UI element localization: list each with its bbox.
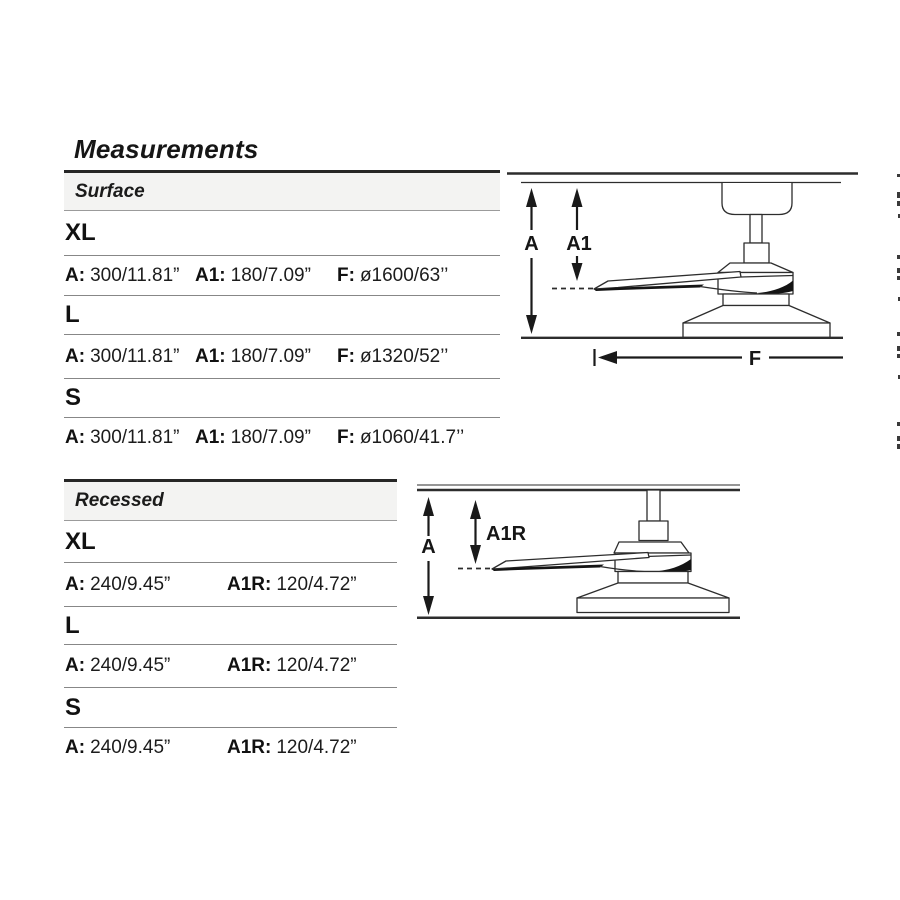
size-row-xl [64,211,500,256]
diffuser-rim [577,598,729,613]
dim-value: 120/4.72” [276,737,357,758]
diffuser-cone [683,306,830,324]
size-label: S [65,693,82,721]
dim-label: A: [65,426,86,448]
dim-label: F: [337,426,355,448]
dimension-cell [65,574,170,596]
size-label: XL [65,527,96,555]
dim-label: A1R: [227,737,272,758]
section-header-recessed [64,482,397,521]
diffuser-rim [683,323,830,338]
size-row-l [64,607,397,645]
arrowhead-down [572,263,583,281]
arrowhead-up [526,188,537,207]
dimension-cell [65,737,170,759]
dim-label: A1: [195,426,226,448]
dim-label: A1R: [227,655,272,676]
downrod [750,215,762,244]
diffuser-cone [577,583,729,598]
motor-top [718,263,793,273]
surface-table [64,170,500,457]
size-label: S [65,384,82,411]
dim-label-a1: A1 [566,233,592,255]
downrod [647,490,660,521]
dimension-cell [227,655,357,677]
dimension-cell [65,346,180,368]
data-row-l [64,645,397,688]
arrowhead-up [572,188,583,207]
dim-value: 300/11.81” [90,426,180,448]
dim-label: A: [65,573,86,595]
dim-value: 180/7.09” [230,426,311,448]
recessed-table [64,479,397,768]
dim-label: A: [65,655,86,676]
section-header-surface [64,173,500,211]
size-row-s [64,688,397,728]
dimension-cell [337,265,448,287]
arrowhead-left [598,351,617,364]
dim-label-a1r: A1R [486,523,527,545]
rod-coupler [744,243,769,263]
dim-label: A1: [195,264,226,286]
data-row-s [64,728,397,768]
dim-value: 180/7.09” [230,264,311,286]
dim-label: A: [65,264,86,286]
lower-band [618,572,688,584]
arrowhead-down [470,545,481,564]
dim-value: ø1060/41.7’’ [359,426,465,448]
dim-label-f: F [748,348,762,370]
dimension-cell [337,346,448,368]
dim-value: 120/4.72” [276,573,357,595]
surface-mount-diagram [505,168,860,373]
rod-coupler [639,521,668,541]
size-label: L [65,301,80,328]
dimension-cell [65,655,170,677]
dim-label: A1: [195,345,226,367]
dimension-cell [195,346,311,368]
dimension-cell [195,427,311,449]
size-label: L [65,611,80,639]
dim-label: F: [337,264,355,286]
data-row-s [64,418,500,457]
dim-label: A: [65,345,86,367]
recessed-mount-diagram [415,480,745,625]
dim-label: A: [65,737,86,758]
dimension-cell [337,427,464,449]
size-row-xl [64,521,397,563]
motor-top [614,542,689,553]
dimension-cell [227,574,357,596]
dim-label: F: [337,345,355,367]
page-title: Measurements [74,134,259,164]
dim-value: ø1320/52’’ [359,345,449,367]
lower-band [723,294,789,306]
arrowhead-up [470,500,481,519]
canopy-cup [722,183,792,215]
dim-value: 120/4.72” [276,655,357,676]
arrowhead-down [423,596,434,615]
data-row-xl [64,563,397,607]
section-header-label: Recessed [75,490,164,511]
data-row-xl [64,256,500,296]
dim-label: A1R: [227,573,272,595]
dimension-cell [65,265,180,287]
size-row-s [64,379,500,418]
section-header-label: Surface [75,180,145,202]
dimension-cell [227,737,357,759]
dim-value: 300/11.81” [90,264,180,286]
dim-value: ø1600/63’’ [359,264,449,286]
data-row-l [64,335,500,379]
dim-value: 240/9.45” [90,737,171,758]
dim-value: 180/7.09” [230,345,311,367]
arrowhead-up [423,497,434,516]
arrowhead-down [526,315,537,334]
dim-label-a: A [421,536,436,558]
size-label: XL [65,219,96,246]
dim-label-a: A [524,233,539,255]
size-row-l [64,296,500,335]
dimension-cell [195,265,311,287]
dim-value: 240/9.45” [90,655,171,676]
dim-value: 240/9.45” [90,573,171,595]
dimension-cell [65,427,180,449]
dim-value: 300/11.81” [90,345,180,367]
